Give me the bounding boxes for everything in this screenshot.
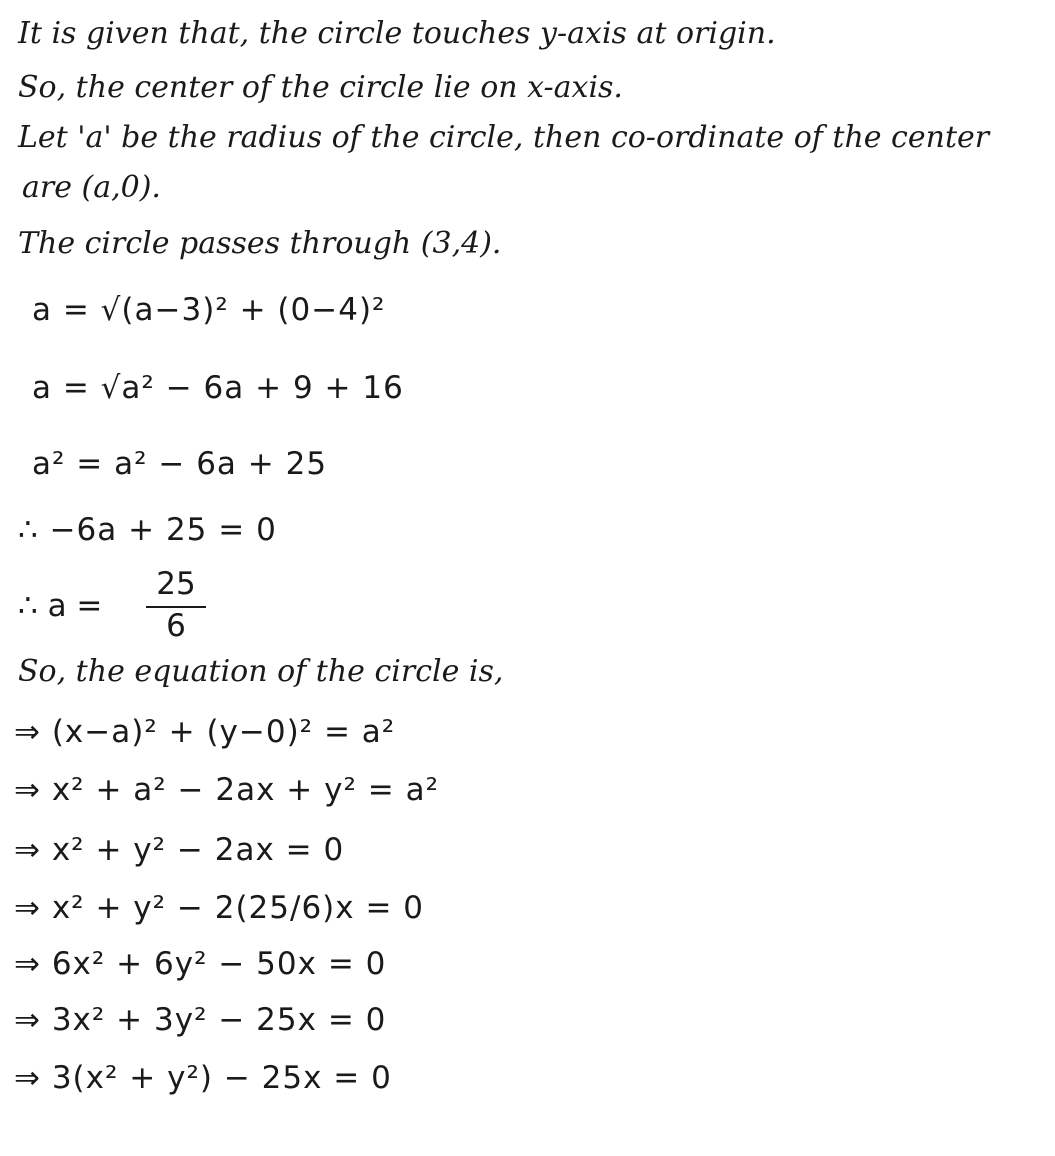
equation-simplified: ∴ −6a + 25 = 0 [18,512,277,548]
circle-equation-final: ⇒ 3(x² + y²) − 25x = 0 [14,1060,392,1096]
statement-line-5: The circle passes through (3,4). [18,226,502,261]
circle-equation-step-5: ⇒ 6x² + 6y² − 50x = 0 [14,946,387,982]
circle-equation-step-4: ⇒ x² + y² − 2(25/6)x = 0 [14,890,425,926]
statement-line-2: So, the center of the circle lie on x-axis. [18,70,623,105]
radius-result [18,566,218,650]
equation-radius: a = √(a−3)² + (0−4)² [32,292,386,328]
circle-equation-step-3: ⇒ x² + y² − 2ax = 0 [14,832,345,868]
statement-line-4: are (a,0). [22,170,161,205]
radius-result-prefix: ∴ a = [18,588,103,624]
equation-squared: a² = a² − 6a + 25 [32,446,328,482]
circle-equation-step-6: ⇒ 3x² + 3y² − 25x = 0 [14,1002,387,1038]
equation-expanded: a = √a² − 6a + 9 + 16 [32,370,404,406]
radius-result-denominator: 6 [166,608,186,644]
circle-equation-step-1: ⇒ (x−a)² + (y−0)² = a² [14,714,396,750]
equation-intro: So, the equation of the circle is, [18,654,504,689]
radius-result-numerator: 25 [156,566,196,602]
statement-line-3: Let 'a' be the radius of the circle, then co-ordinate of the center [18,120,990,155]
statement-line-1: It is given that, the circle touches y-axis at origin. [18,16,776,51]
circle-equation-step-2: ⇒ x² + a² − 2ax + y² = a² [14,772,440,808]
